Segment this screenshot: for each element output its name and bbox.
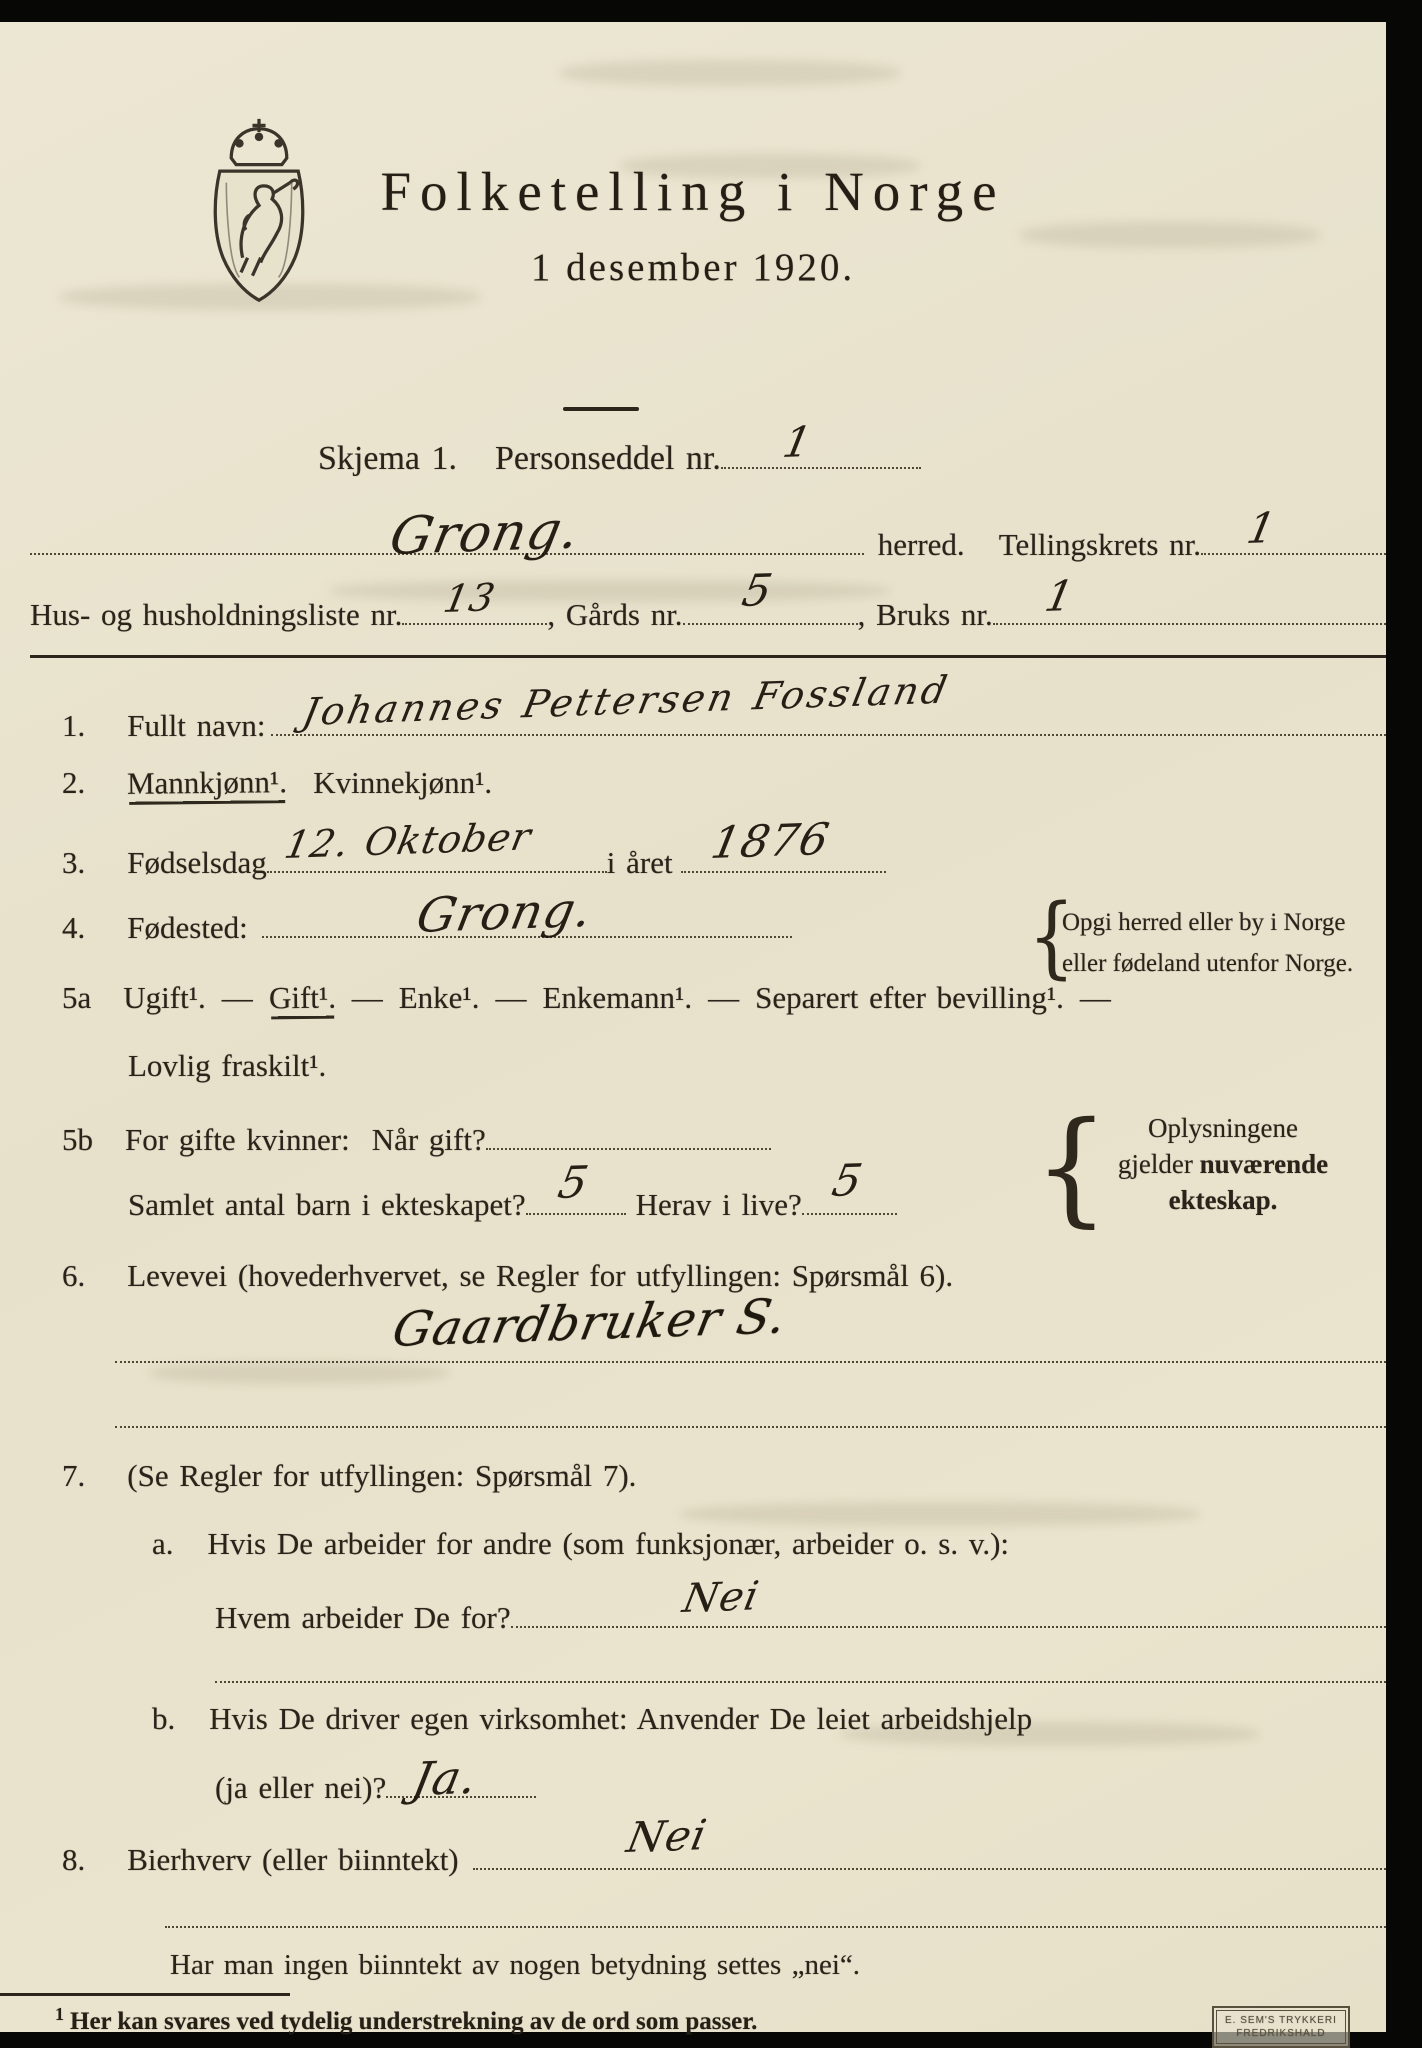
q3-label: Fødselsdag (127, 845, 267, 880)
q3-year-label: i året (606, 845, 673, 880)
bruks-value-handwritten: 1 (1040, 571, 1079, 621)
household-list-label: Hus- og husholdningsliste nr. (30, 597, 403, 632)
q7a-dotline (511, 1573, 1386, 1628)
q7a-label: Hvis De arbeider for andre (som funksjonær, arbeider o. s. v.): (207, 1526, 1010, 1561)
page-subtitle-date: 1 desember 1920. (530, 246, 856, 289)
household-list-value-handwritten: 13 (440, 575, 500, 621)
q1-dotline (271, 667, 1386, 736)
q1-number: 1. (62, 708, 86, 743)
q7-label: (Se Regler for utfyllingen: Spørsmål 7). (127, 1458, 637, 1493)
q5a-option-ugift: Ugift¹. (123, 980, 206, 1015)
q4-number: 4. (62, 910, 86, 945)
q7b-number: b. (152, 1701, 176, 1736)
q1-label: Fullt navn: (127, 708, 266, 743)
q5a-number: 5a (62, 980, 92, 1015)
q7a-question-row (215, 1573, 1386, 1636)
q8-dotline (473, 1810, 1386, 1870)
q5a-dash: — (351, 980, 383, 1015)
bleed-through-smudge (150, 1362, 450, 1384)
footnote-rule (0, 1993, 290, 1996)
q7b-question-row (215, 1749, 536, 1806)
q6-dotline-1 (115, 1361, 1386, 1363)
q5a-dash: — (1079, 980, 1111, 1015)
q2-option-male: Mannkjønn¹. (127, 764, 288, 801)
q3-day-dotline (267, 814, 607, 873)
footnote-text: Her kan svares ved tydelig understrekning av de ord som passer. (70, 2008, 758, 2035)
footnote-marker: 1 (55, 2004, 64, 2024)
printer-line2: FREDRIKSHALD (1236, 2028, 1326, 2039)
skjema-label: Skjema 1. (318, 440, 457, 477)
tellingskrets-label: Tellingskrets nr. (998, 527, 1201, 562)
tellingskrets-value-handwritten: 1 (1243, 503, 1281, 553)
q7a-number: a. (152, 1526, 174, 1561)
q5a-dash: — (221, 980, 253, 1015)
q6-label: Levevei (hovederhvervet, se Regler for utfyllingen: Spørsmål 6). (127, 1258, 954, 1293)
q3-day-value-handwritten: 12. Oktober (280, 814, 536, 867)
paper-sheet (0, 22, 1386, 2039)
q7b-value-handwritten: Ja. (408, 1749, 483, 1806)
q5b-row (62, 1122, 771, 1158)
q5b-barn-dotline (526, 1157, 626, 1215)
q5b-barn-label: Samlet antal barn i ekteskapet? (128, 1187, 526, 1222)
q5a-row2 (128, 1048, 326, 1084)
q3-year-dotline (681, 813, 886, 873)
q5a-option-fraskilt: Lovlig fraskilt¹. (128, 1048, 327, 1083)
q4-note-brace: { (1028, 885, 1076, 989)
q5b-note-line1: Oplysningene (1148, 1113, 1298, 1143)
title-divider (563, 407, 639, 411)
q5a-row (62, 980, 1127, 1016)
form-header (193, 160, 1193, 290)
q5b-question: Når gift? (371, 1122, 486, 1157)
q5a-option-enke: Enke¹. (398, 980, 480, 1015)
q6-value-handwritten: Gaardbruker S. (388, 1288, 792, 1358)
herred-label: herred. (877, 527, 965, 562)
q5b-note-line2 (1072, 1146, 1374, 1182)
q1-value-handwritten: Johannes Pettersen Fossland (299, 667, 954, 734)
household-list-dotline (402, 575, 547, 625)
q5b-live-dotline (802, 1155, 897, 1215)
q7-number: 7. (62, 1458, 86, 1493)
q2-number: 2. (62, 765, 86, 800)
bruks-dotline (993, 571, 1386, 625)
q1-row (62, 667, 1386, 744)
q2-row (62, 765, 492, 801)
bleed-through-smudge (680, 1502, 1200, 1526)
gaards-label: , Gårds nr. (547, 597, 683, 632)
q5b-number: 5b (62, 1122, 93, 1157)
q6-row (62, 1258, 953, 1294)
q5b-live-value-handwritten: 5 (827, 1155, 867, 1207)
q4-dotline (262, 881, 792, 944)
personseddel-dotline (721, 417, 921, 469)
gaards-dotline (683, 565, 858, 625)
q5b-children-row (128, 1155, 897, 1223)
q8-value-handwritten: Nei (622, 1810, 711, 1862)
q8-row (62, 1810, 1386, 1878)
footnote (55, 2004, 757, 2036)
q5b-barn-value-handwritten: 5 (553, 1157, 593, 1209)
q4-value-handwritten: Grong. (411, 881, 598, 944)
q5b-note-brace: { (1034, 1094, 1110, 1240)
q5a-option-separert: Separert efter bevilling¹. (755, 980, 1064, 1015)
q8-note: Har man ingen biinntekt av nogen betydning settes „nei“. (170, 1949, 861, 1981)
q4-row (62, 881, 792, 946)
q5b-live-label: Herav i live? (635, 1187, 802, 1222)
q7b-dotline (386, 1749, 536, 1806)
gaards-value-handwritten: 5 (737, 565, 777, 617)
household-row (30, 565, 1386, 633)
q3-year-value-handwritten: 1876 (706, 813, 834, 869)
q7a-empty-dotline (215, 1681, 1386, 1683)
printer-stamp-text (1216, 2010, 1346, 2044)
q4-note-line2: eller fødeland utenfor Norge. (1062, 950, 1354, 977)
q8-note-row (170, 1949, 860, 1982)
q7a-value-handwritten: Nei (678, 1573, 763, 1622)
printer-stamp (1212, 2006, 1350, 2048)
q5b-note-line2-normal: gjelder (1117, 1149, 1193, 1179)
q5a-dash: — (495, 980, 527, 1015)
district-row (30, 500, 1386, 567)
q6-number: 6. (62, 1258, 86, 1293)
q5b-note-line2-bold: nuværende (1199, 1149, 1329, 1179)
q3-number: 3. (62, 845, 86, 880)
q4-note (1062, 902, 1353, 984)
q7b-row (152, 1701, 1032, 1737)
bruks-label: , Bruks nr. (857, 597, 993, 632)
q7-row (62, 1458, 636, 1494)
q7b-question: (ja eller nei)? (215, 1770, 387, 1805)
q5a-dash: — (708, 980, 740, 1015)
q7a-row (152, 1526, 1009, 1562)
printer-line1: E. SEM'S TRYKKERI (1225, 2015, 1337, 2026)
page-title: Folketelling i Norge (380, 161, 1006, 222)
q5b-note-line3: ekteskap. (1168, 1185, 1278, 1215)
q8-label: Bierhverv (eller biinntekt) (127, 1842, 459, 1877)
q2-option-female: Kvinnekjønn¹. (313, 765, 493, 800)
herred-dotline (30, 500, 864, 567)
q8-empty-dotline (165, 1926, 1386, 1928)
q5b-label: For gifte kvinner: (125, 1122, 350, 1157)
q5b-note (1072, 1110, 1374, 1218)
q8-number: 8. (62, 1842, 86, 1877)
section-divider (30, 655, 1386, 658)
q5a-option-enkemann: Enkemann¹. (542, 980, 693, 1015)
q6-dotline-2 (115, 1426, 1386, 1428)
q7a-question: Hvem arbeider De for? (215, 1600, 511, 1635)
q4-label: Fødested: (127, 910, 248, 945)
personseddel-value-handwritten: 1 (778, 417, 817, 467)
herred-value-handwritten: Grong. (385, 500, 586, 567)
schema-row (318, 417, 921, 478)
q7b-label: Hvis De driver egen virksomhet: Anvender De leiet arbeidshjelp (209, 1701, 1033, 1736)
q5a-option-gift: Gift¹. (268, 979, 336, 1016)
q3-row (62, 813, 886, 881)
tellingskrets-dotline (1201, 503, 1386, 555)
q5b-dotline (486, 1144, 771, 1150)
personseddel-label: Personseddel nr. (494, 440, 721, 477)
bleed-through-smudge (560, 60, 900, 86)
q4-note-line1: Opgi herred eller by i Norge (1062, 909, 1346, 936)
